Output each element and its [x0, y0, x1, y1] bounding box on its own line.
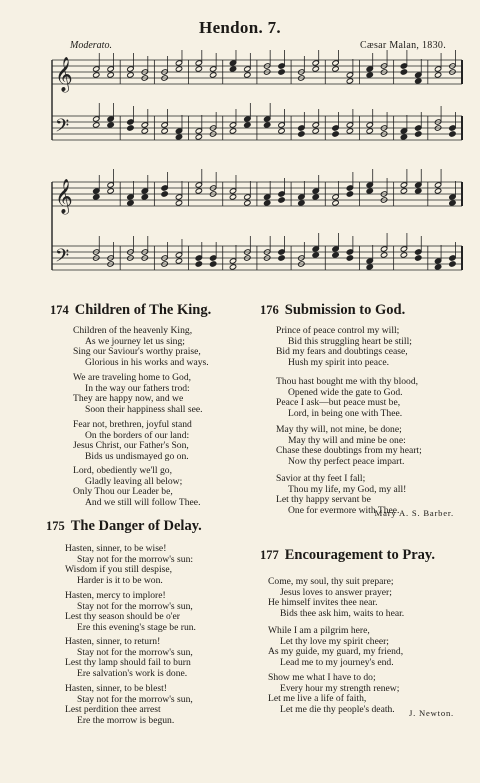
verse-line: Savior at thy feet I fall;: [276, 473, 366, 484]
verse-line: Bid this struggling heart be still;: [288, 335, 412, 347]
verse-line: Glorious in his works and ways.: [85, 356, 209, 368]
hymn-177-heading: [260, 547, 435, 564]
hymn-number: 175: [46, 519, 65, 533]
verse-line: Come, my soul, thy suit prepare;: [268, 576, 394, 587]
verse-line: Lest thy season should be o'er: [65, 611, 180, 623]
hymn-verse: [73, 420, 192, 462]
verse-line: Let me live a life of faith,: [268, 693, 367, 705]
hymn-verse: [268, 673, 399, 715]
hymn-verse: [276, 425, 422, 467]
verse-line: One for evermore with Thee.: [288, 504, 400, 516]
verse-line: Sing our Saviour's worthy praise,: [73, 346, 201, 358]
verse-line: Let thy love my spirit cheer;: [280, 635, 389, 647]
verse-line: Stay not for the morrow's sun,: [77, 693, 193, 705]
verse-line: Gladly leaving all below;: [85, 475, 183, 487]
verse-line: And we still will follow Thee.: [85, 496, 201, 508]
verse-line: Jesus Christ, our Father's Son,: [73, 440, 189, 452]
verse-line: Ere salvation's work is done.: [77, 667, 188, 679]
verse-line: Stay not for the morrow's sun:: [77, 553, 194, 565]
hymn-author: Mary A. S. Barber.: [374, 508, 454, 518]
hymn-verse: [65, 684, 193, 726]
treble-clef-icon: 𝄞: [55, 179, 73, 214]
verse-line: While I am a pilgrim here,: [268, 625, 370, 636]
verse-line: Soon their happiness shall see.: [85, 403, 203, 415]
verse-line: In the way our fathers trod:: [85, 382, 190, 394]
verse-line: Hasten, sinner, to be blest!: [65, 683, 167, 694]
verse-line: We are traveling home to God,: [73, 372, 192, 383]
hymn-number: 177: [260, 548, 279, 562]
verse-line: Thou hast bought me with thy blood,: [276, 376, 419, 387]
verse-line: Bids us undismayed go on.: [85, 450, 189, 462]
treble-clef-icon: 𝄞: [55, 57, 73, 92]
music-system-1: [0, 50, 480, 150]
verse-line: They are happy now, and we: [73, 393, 184, 405]
hymn-174-heading: [50, 302, 211, 319]
tempo-marking: Moderato.: [70, 40, 112, 51]
hymn-verse: [65, 544, 193, 586]
composer-credit: Cæsar Malan, 1830.: [360, 40, 446, 51]
hymn-title: Encouragement to Pray.: [284, 547, 435, 563]
hymn-175-heading: [46, 518, 202, 535]
hymn-verse: [73, 466, 200, 508]
verse-line: Now thy perfect peace impart.: [288, 455, 405, 467]
verse-line: Peace I ask—but peace must be,: [276, 397, 401, 409]
hymn-verse: [73, 373, 203, 415]
verse-line: Prince of peace control my will;: [276, 325, 400, 336]
hymn-verse: [73, 326, 209, 368]
verse-line: Fear not, brethren, joyful stand: [73, 419, 192, 430]
verse-line: Let me die thy people's death.: [280, 703, 395, 715]
hymn-number: 174: [50, 303, 69, 317]
verse-line: Children of the heavenly King,: [73, 325, 193, 336]
hymn-verse: [65, 591, 196, 633]
hymn-title: Children of The King.: [74, 302, 212, 318]
hymn-verse: [65, 637, 193, 679]
verse-line: Lest perdition thee arrest: [65, 704, 161, 716]
verse-line: On the borders of our land:: [85, 429, 190, 441]
verse-line: As we journey let us sing;: [85, 335, 185, 347]
hymn-author: J. Newton.: [409, 708, 454, 718]
hymn-176-heading: [260, 302, 405, 319]
hymn-title: The Danger of Delay.: [70, 518, 202, 534]
verse-line: Ere this evening's stage be run.: [77, 621, 196, 633]
hymn-title: Submission to God.: [284, 302, 406, 318]
bass-clef-icon: 𝄢: [55, 246, 70, 271]
verse-line: Wisdom if you still despise,: [65, 564, 173, 576]
tune-title: Hendon. 7.: [199, 18, 281, 37]
verse-line: Let thy happy servant be: [276, 494, 371, 506]
hymn-verse: [268, 577, 404, 619]
verse-line: Every hour my strength renew;: [280, 682, 400, 694]
verse-line: Lord, in being one with Thee.: [288, 407, 403, 419]
verse-line: Lord, obediently we'll go,: [73, 465, 172, 476]
verse-line: Lest thy lamp should fail to burn: [65, 657, 191, 669]
verse-line: Chase these doubtings from my heart;: [276, 445, 422, 457]
verse-line: Bid my fears and doubtings cease,: [276, 346, 408, 358]
verse-line: Bids thee ask him, waits to hear.: [280, 607, 405, 619]
verse-line: Stay not for the morrow's sun,: [77, 646, 193, 658]
verse-line: Hasten, mercy to implore!: [65, 590, 166, 601]
verse-line: Lead me to my journey's end.: [280, 656, 394, 668]
verse-line: Thou my life, my God, my all!: [288, 483, 407, 495]
verse-line: May thy will and mine be one:: [288, 434, 406, 446]
verse-line: Ere the morrow is begun.: [77, 714, 175, 726]
verse-line: May thy will, not mine, be done;: [276, 424, 402, 435]
verse-line: He himself invites thee near.: [268, 597, 378, 609]
hymn-verse: [276, 377, 418, 419]
verse-line: Opened wide the gate to God.: [288, 386, 403, 398]
hymn-number: 176: [260, 303, 279, 317]
bass-clef-icon: 𝄢: [55, 116, 70, 141]
hymn-verse: [268, 626, 403, 668]
verse-line: Harder is it to be won.: [77, 574, 163, 586]
verse-line: Hush my spirit into peace.: [288, 356, 389, 368]
verse-line: Jesus loves to answer prayer;: [280, 586, 392, 598]
verse-line: Hasten, sinner, to return!: [65, 636, 161, 647]
verse-line: Only Thou our Leader be,: [73, 486, 173, 498]
music-system-2: [0, 162, 480, 274]
verse-line: Show me what I have to do;: [268, 672, 376, 683]
hymn-verse: [276, 326, 412, 368]
verse-line: As my guide, my guard, my friend,: [268, 646, 404, 658]
verse-line: Hasten, sinner, to be wise!: [65, 543, 167, 554]
verse-line: Stay not for the morrow's sun,: [77, 600, 193, 612]
